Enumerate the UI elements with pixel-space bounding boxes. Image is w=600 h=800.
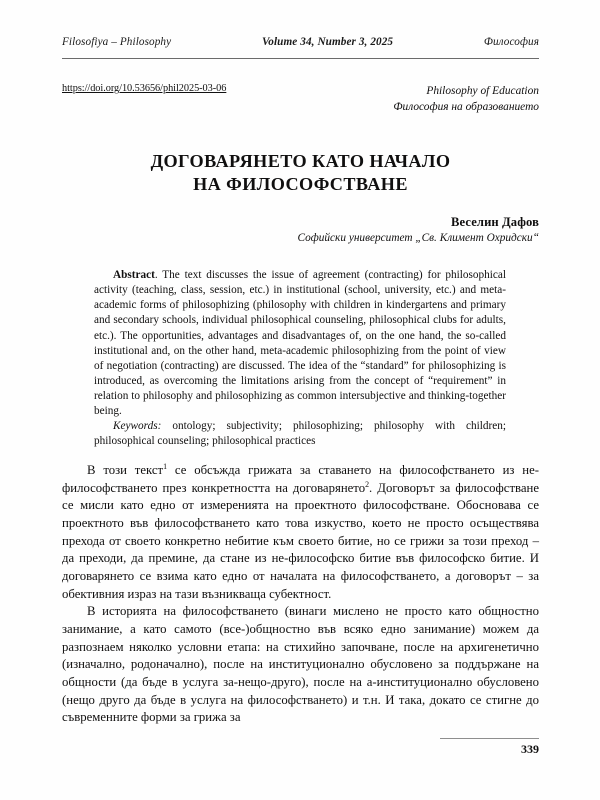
- running-head-volume-issue: Volume 34, Number 3, 2025: [261, 36, 394, 48]
- footnote-marker-2[interactable]: 2: [365, 479, 370, 489]
- body-p1-part-3: . Договорът за философстване се мисли като едно от измеренията на проектното философстване. Обосновава се проектното във философстването като това изкуство, което не просто осъществява прехода от своето конкретно небитие към своето битие, но се грижи за този преход – да преходи, да премине, да стане из не-философско битие във философско битие. И договарянето се взима като едно от началата на философстването, а договорът – за обективния израз на тази възникваща субектност.: [62, 480, 540, 601]
- abstract-text: . The text discusses the issue of agreement (contracting) for philosophical activity (teaching, class, session, etc.) in institutional (school, university, etc.) and meta-academic forms of philosophizing (philosophy with children in kindergartens and primary and secondary schools, individual philosophical counseling, philosophical clubs for adults, etc.). The opportunities, advantages and disadvantages of, on the one hand, the so-called institutional and, on the other hand, meta-academic philosophizing from the point of view of negotiation (contracting) are discussed. The idea of the “standard” for philosophizing is introduced, as overcoming the limitations arising from the concept of “requirement” in relation to philosophy and philosophizing as common intersubjective and thinking-together being.: [94, 269, 506, 418]
- abstract-label: Abstract: [113, 269, 155, 281]
- author-block: [62, 215, 539, 244]
- header-divider-rule: [62, 58, 539, 59]
- doi-link[interactable]: https://doi.org/10.53656/phil2025-03-06: [62, 83, 227, 94]
- author-name: Веселин Дафов: [451, 215, 539, 229]
- author-affiliation: Софийски университет „Св. Климент Охридски“: [297, 232, 539, 244]
- footer-divider-rule: [440, 738, 539, 739]
- article-body: [62, 462, 539, 727]
- body-paragraph-2: В историята на философстването (винаги мислено не просто като общностно занимание, а като самото (все-)общностно във всяко едно занимание) можем да разпознаем няколко условни етапа: на стихийно започване, после на архигенетично (изначално, родоначално), после на институционално обусловено за поддържане на общности (да бъде в услуга за-нещо-друго), после на а-институционално обусловено (нещо друго да бъде в услуга на философстването) и т.н. И така, докато се стигне до съвременните форми за грижа за: [62, 604, 539, 725]
- body-p1-part-2: се обсъжда грижата за ставането на философстването из не-философстването през конкретността на договарянето: [62, 463, 539, 495]
- keywords-text: ontology; subjectivity; philosophizing; philosophy with children; philosophical counseling; philosophical practices: [94, 420, 506, 448]
- abstract-paragraph: [94, 268, 506, 419]
- running-head-journal-latin: Filosofiya – Philosophy: [62, 36, 172, 48]
- keywords-label: Keywords:: [113, 420, 162, 433]
- body-paragraph-1: [62, 462, 539, 603]
- article-title-line-1: ДОГОВАРЯНЕТО КАТО НАЧАЛО: [150, 151, 451, 172]
- abstract-block: [94, 268, 506, 450]
- section-label: [393, 83, 539, 115]
- keywords-paragraph: [94, 419, 506, 449]
- page-number: 339: [521, 742, 539, 756]
- body-p1-part-1: В този текст: [87, 463, 164, 477]
- footnote-marker-1[interactable]: 1: [163, 461, 168, 471]
- running-head-journal-cyrillic: Философия: [483, 36, 539, 48]
- section-label-bulgarian: Философия на образованието: [393, 101, 539, 114]
- doi-and-section-row: [62, 83, 539, 115]
- running-head: [62, 36, 539, 48]
- article-title: [62, 150, 539, 197]
- section-label-english: Philosophy of Education: [426, 85, 539, 97]
- article-title-line-2: НА ФИЛОСОФСТВАНЕ: [193, 174, 408, 195]
